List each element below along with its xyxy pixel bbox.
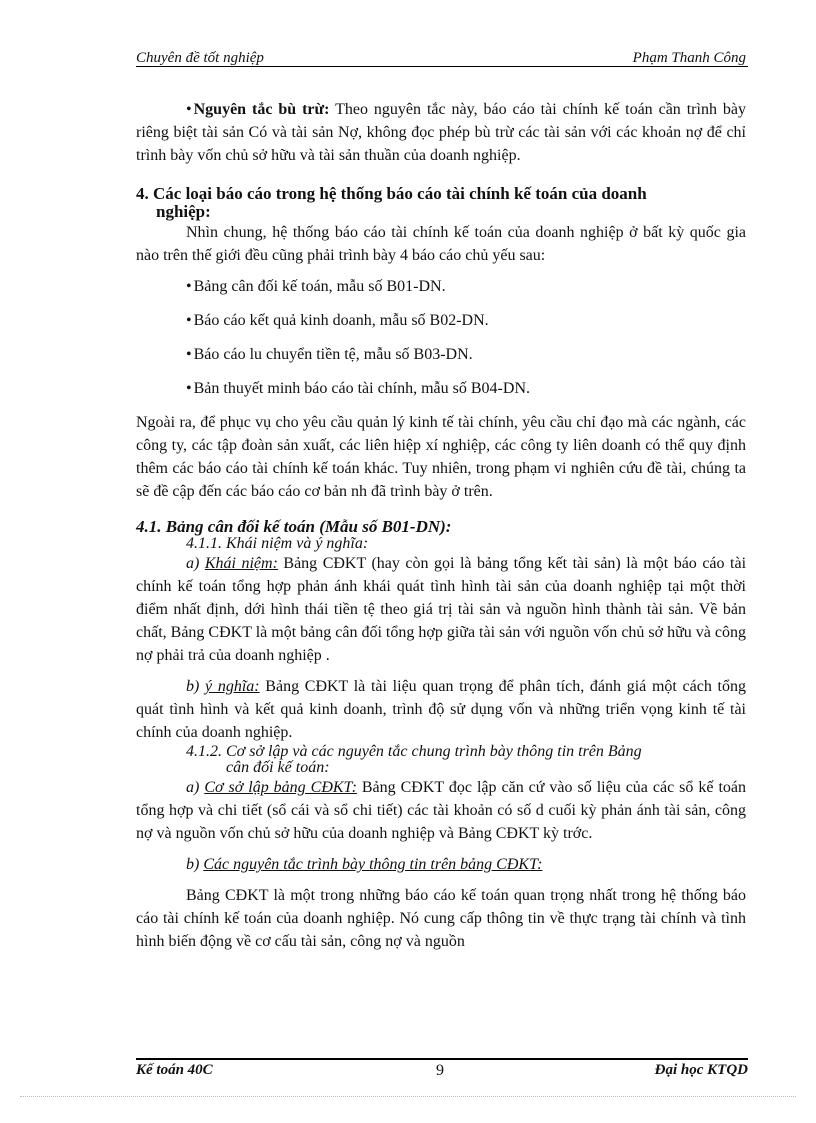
section-4-1-2-title: 4.1.2. Cơ sở lập và các nguyên tắc chung trình bày thông tin trên Bảng cân đối kế toán: bbox=[186, 743, 642, 776]
header-author: Phạm Thanh Công bbox=[632, 50, 746, 66]
bullet-icon: • bbox=[186, 346, 192, 363]
paragraph-meaning: b) ý nghĩa: Bảng CĐKT là tài liệu quan trọng để phân tích, đánh giá một cách tổng quát tình hình và kết quả kinh doanh, trình độ sử dụng vốn và những triển vọng kinh tế tài chính của doanh nghiệp. bbox=[136, 678, 747, 741]
footer-rule bbox=[136, 1058, 748, 1060]
section-4-1-1-title: 4.1.1. Khái niệm và ý nghĩa: bbox=[186, 535, 369, 552]
header-title: Chuyên đề tốt nghiệp bbox=[136, 50, 264, 66]
list-item: • Báo cáo lu chuyển tiền tệ, mẫu số B03-DN. bbox=[186, 346, 473, 363]
page-number: 9 bbox=[436, 1062, 444, 1079]
footer-university: Đại học KTQD bbox=[654, 1062, 748, 1078]
paragraph-offset-principle bbox=[136, 98, 746, 167]
list-item: • Bản thuyết minh báo cáo tài chính, mẫu số B04-DN. bbox=[186, 380, 530, 397]
section-4-title bbox=[136, 185, 746, 221]
paragraph-principles-heading: b) Các nguyên tắc trình bày thông tin trên bảng CĐKT: bbox=[186, 856, 543, 873]
paragraph-basis: a) Cơ sở lập bảng CĐKT: Bảng CĐKT đọc lập căn cứ vào số liệu của các sổ kế toán tổng hợp và chi tiết (sổ cái và sổ chi tiết) các tài khoản có số d cuối kỳ phản ánh tài sản, công nợ và nguồn vốn chủ sở hữu của doanh nghiệp và Bảng CĐKT kỳ trớc. bbox=[136, 779, 746, 842]
section-4-1-title: 4.1. Bảng cân đối kế toán (Mẫu số B01-DN): bbox=[136, 517, 452, 536]
meaning-label: ý nghĩa: bbox=[205, 678, 260, 695]
section-4-closing: Ngoài ra, để phục vụ cho yêu cầu quản lý kinh tế tài chính, yêu cầu chỉ đạo mà các ngành, các công ty, các tập đoàn sản xuất, các liên hiệp xí nghiệp, các công ty liên doanh có thể quy định thêm các báo cáo tài chính kế toán khác. Tuy nhiên, trong phạm vi nghiên cứu đề tài, chúng ta sẽ đề cập đến các báo cáo cơ bản nh đã trình bày ở trên. bbox=[136, 414, 746, 500]
bullet-icon: • bbox=[186, 380, 192, 397]
principles-label: Các nguyên tắc trình bày thông tin trên bảng CĐKT: bbox=[203, 856, 543, 873]
page-border bbox=[20, 1096, 796, 1097]
list-item: • Báo cáo kết quả kinh doanh, mẫu số B02-DN. bbox=[186, 312, 489, 329]
section-4-intro: Nhìn chung, hệ thống báo cáo tài chính kế toán của doanh nghiệp ở bất kỳ quốc gia nào trên thế giới đều cũng phải trình bày 4 báo cáo chủ yếu sau: bbox=[136, 224, 746, 264]
page-footer bbox=[136, 1062, 748, 1080]
basis-label: Cơ sở lập bảng CĐKT: bbox=[204, 779, 357, 796]
principle-text: Theo nguyên tắc này, báo cáo tài chính kế toán cần trình bày riêng biệt tài sản Có và tài sản Nợ, không đọc phép bù trừ các tài sản với các khoản nợ để chỉ trình bày vốn chủ sở hữu và tài sản thuần của doanh nghiệp. bbox=[136, 101, 746, 164]
paragraph-principles: Bảng CĐKT là một trong những báo cáo kế toán quan trọng nhất trong hệ thống báo cáo tài chính kế toán của doanh nghiệp. Nó cung cấp thông tin về thực trạng tài chính và tình hình biến động về cơ cấu tài sản, công nợ và nguồn bbox=[136, 887, 746, 950]
section-4-title-line1: 4. Các loại báo cáo trong hệ thống báo cáo tài chính kế toán của doanh bbox=[136, 184, 647, 203]
document-body bbox=[136, 98, 746, 953]
header-rule bbox=[136, 66, 748, 67]
bullet-icon: • bbox=[186, 278, 192, 295]
concept-label: Khái niệm: bbox=[204, 555, 278, 572]
footer-class: Kế toán 40C bbox=[136, 1062, 213, 1078]
paragraph-concept: a) Khái niệm: Bảng CĐKT (hay còn gọi là bảng tổng kết tài sản) là một báo cáo tài chính kế toán tổng hợp phản ánh khái quát tình hình tài sản của doanh nghiệp tại một thời điểm nhất định, dới hình thái tiền tệ theo giá trị tài sản và nguồn hình thành tài sản. Về bản chất, Bảng CĐKT là một bảng cân đối tổng hợp giữa tài sản với nguồn vốn chủ sở hữu và công nợ phải trả của doanh nghiệp . bbox=[136, 555, 747, 664]
list-item: • Bảng cân đối kế toán, mẫu số B01-DN. bbox=[186, 278, 446, 295]
principle-lead: Nguyên tắc bù trừ: bbox=[193, 101, 330, 118]
bullet-icon: • bbox=[186, 312, 192, 329]
section-4-title-line2: nghiệp: bbox=[156, 202, 211, 221]
bullet-icon: • bbox=[186, 101, 192, 118]
